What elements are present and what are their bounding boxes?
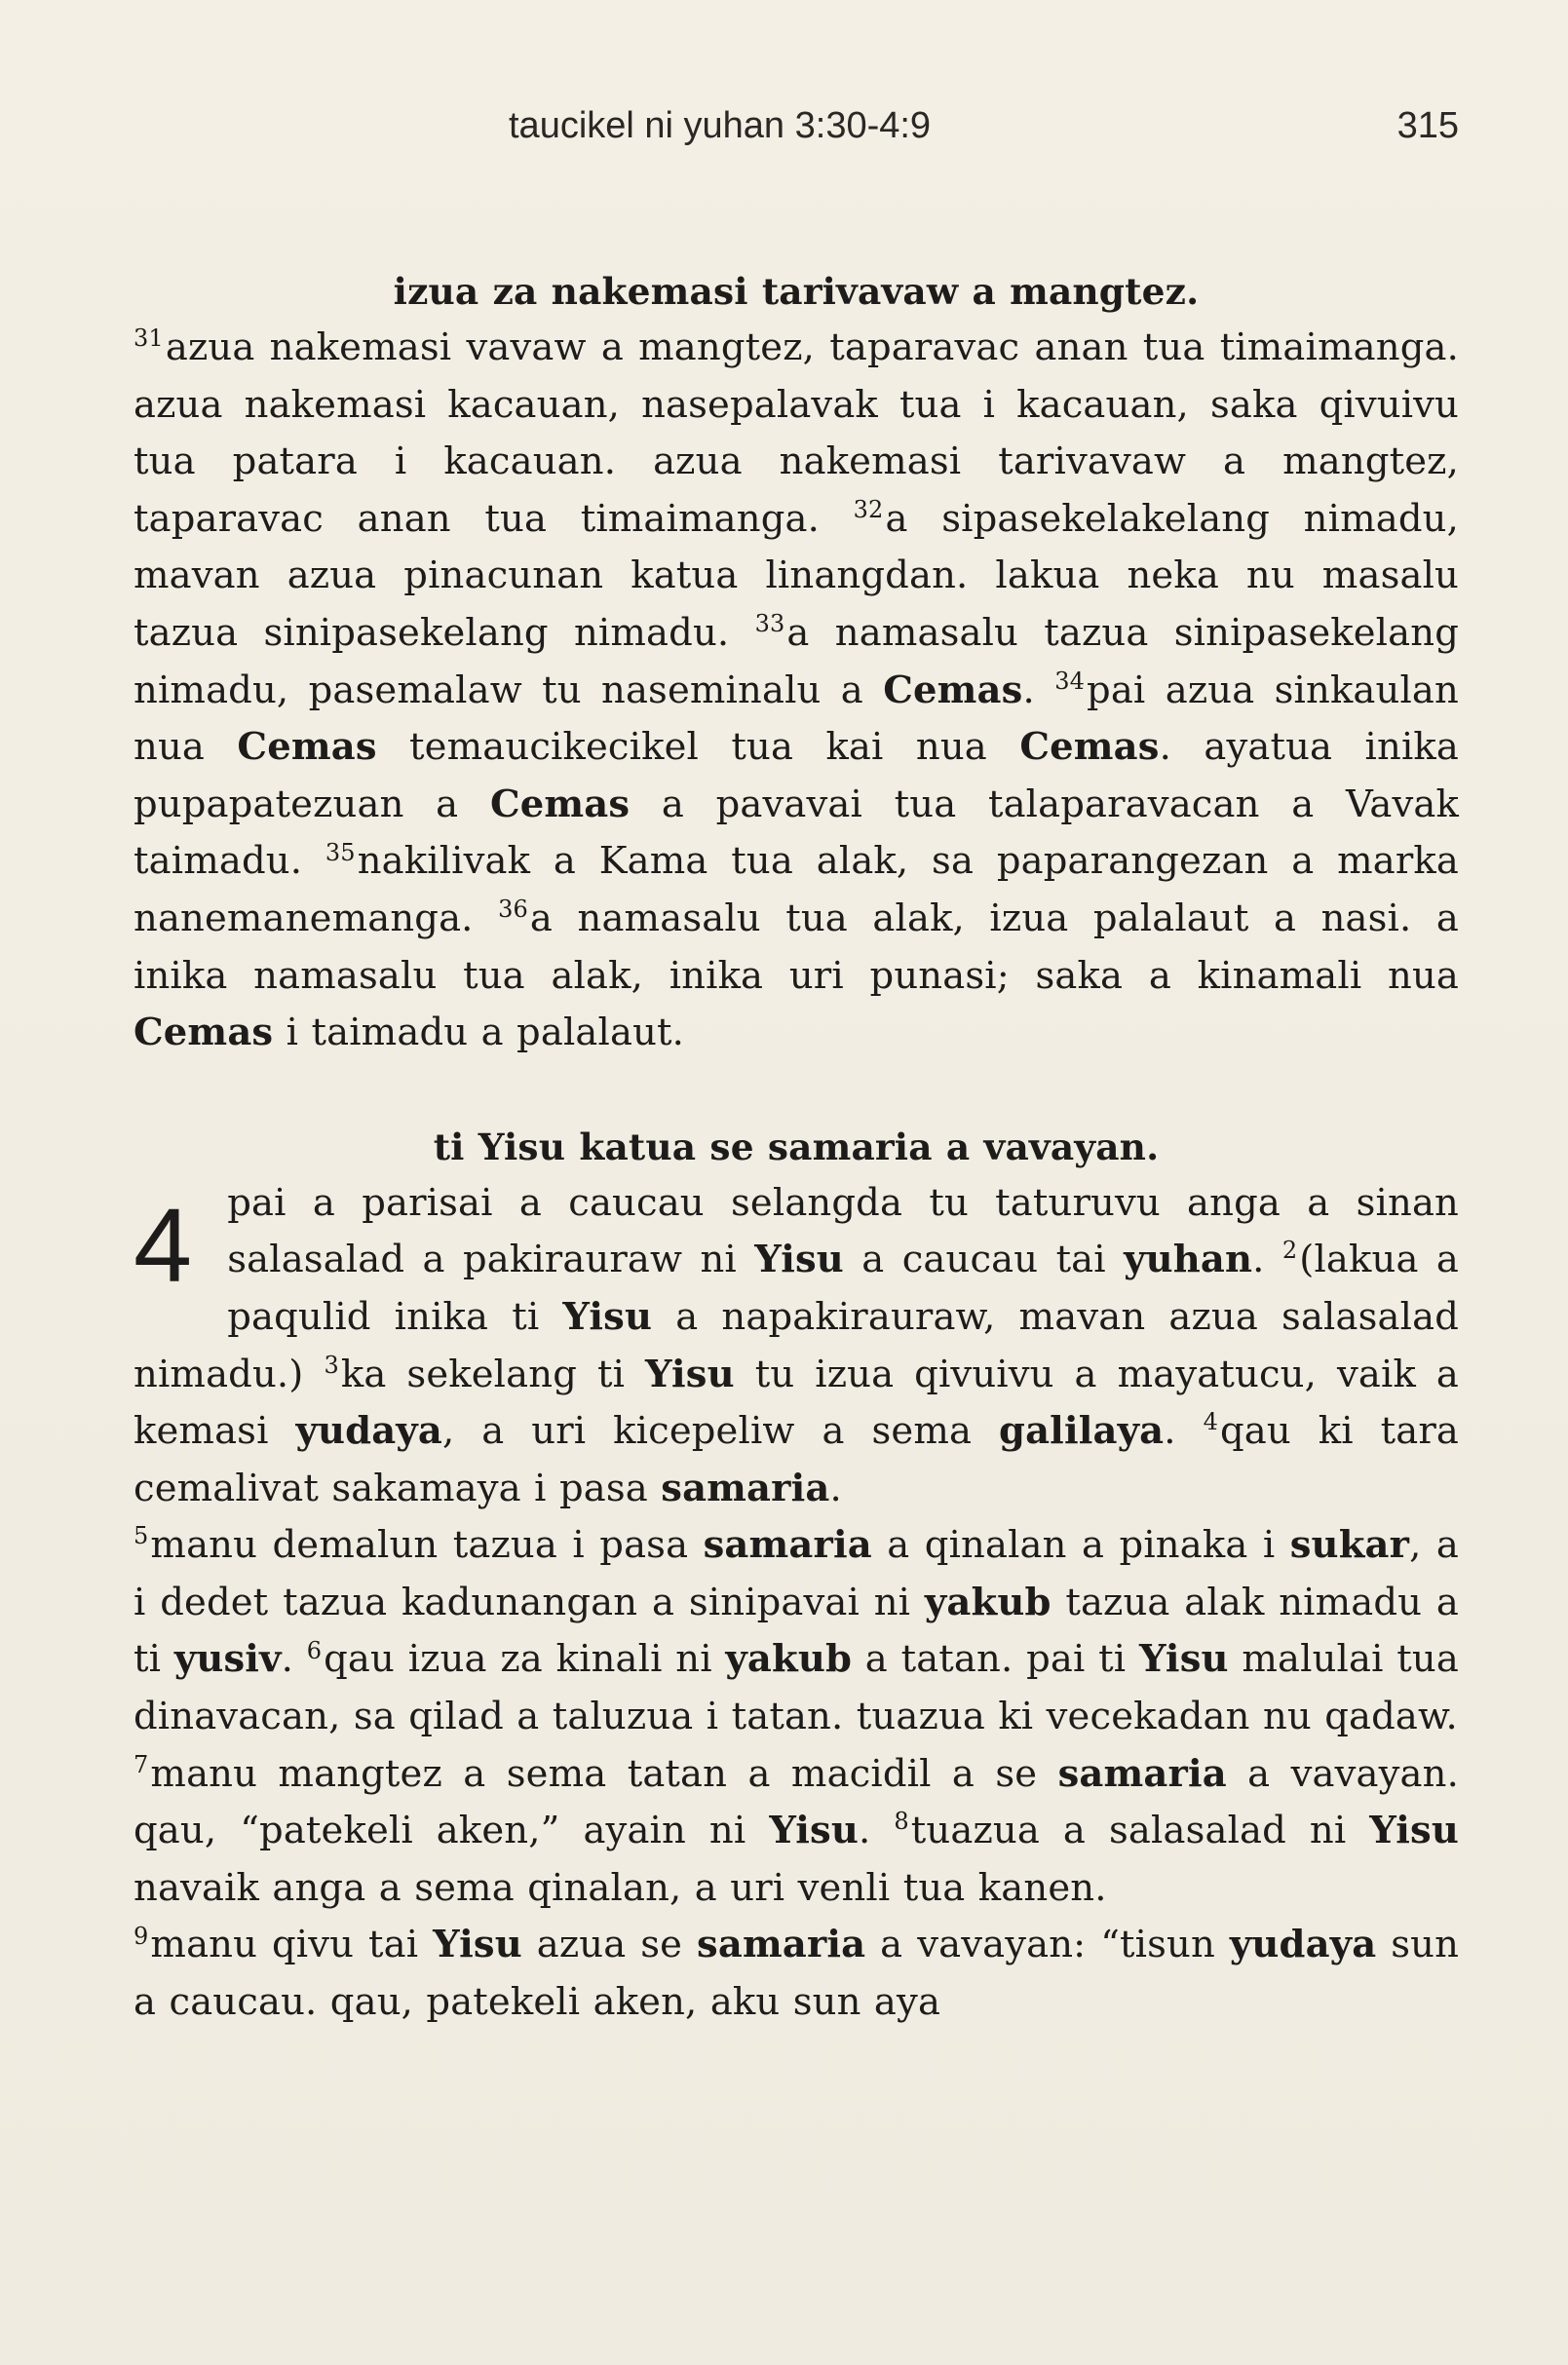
text-run: a namasalu tazua sinipasekelang nimadu, pasemalaw tu naseminalu a (134, 610, 1459, 712)
section-heading-2: ti Yisu katua se samaria a vavayan. (433, 1125, 1160, 1168)
bold-name: yudaya (295, 1409, 442, 1454)
paragraph (134, 320, 1459, 1062)
verse-number: 6 (306, 1636, 323, 1664)
verse-number: 32 (853, 495, 884, 523)
bold-name: Yisu (769, 1809, 860, 1853)
bold-name: samaria (703, 1523, 872, 1568)
running-title: taucikel ni yuhan 3:30-4:9 (509, 105, 932, 146)
text-run: a qinalan a pinaka i (871, 1523, 1290, 1568)
bold-name: Cemas (489, 782, 631, 826)
bold-name: Yisu (754, 1238, 844, 1282)
text-run: tazua alak nimadu a ti (134, 1580, 1459, 1682)
text-run: . (829, 1466, 842, 1510)
text-run: a sipasekelakelang nimadu, mavan azua pinacunan katua linangdan. lakua neka nu masalu tazua sinipasekelang nimadu. (134, 496, 1459, 655)
bold-name: Yisu (433, 1923, 522, 1967)
verse-number: 31 (134, 324, 164, 353)
text-run: (lakua a paqulid inika ti (227, 1238, 1459, 1339)
bold-name: yakub (924, 1580, 1052, 1624)
bold-name: yakub (725, 1637, 853, 1682)
chapter-block (134, 1175, 1459, 2032)
paragraph (134, 1175, 1459, 1518)
bold-name: samaria (697, 1923, 866, 1967)
text-run: a namasalu tua alak, izua palalaut a nasi. a inika namasalu tua alak, inika uri punasi; saka a kinamali nua (134, 896, 1459, 998)
text-run: azua nakemasi vavaw a mangtez, taparavac anan tua timaimanga. azua nakemasi kacauan, nasepalavak tua i kacauan, saka qivuivu tua patara i kacauan. azua nakemasi tarivavaw a mangtez, taparavac anan tua timaimanga. (134, 325, 1459, 541)
verse-number: 35 (325, 838, 356, 866)
bold-name: Yisu (562, 1294, 653, 1339)
text-run: pai azua sinkaulan nua (134, 668, 1459, 770)
text-run: , a i dedet tazua kadunangan a sinipavai ni (134, 1523, 1459, 1624)
text-run: . (1022, 668, 1055, 712)
page-body (134, 263, 1459, 2032)
text-run: azua se (521, 1923, 698, 1967)
text-run: tuazua a salasalad ni (910, 1809, 1370, 1853)
text-run: a caucau tai (843, 1238, 1125, 1282)
page-header (509, 105, 1459, 164)
text-run: tu izua qivuivu a mayatucu, vaik a kemasi (134, 1352, 1459, 1454)
verse-number: 5 (134, 1522, 149, 1550)
bold-name: galilaya (999, 1409, 1165, 1454)
text-run: . (1252, 1238, 1282, 1282)
text-run: navaik anga a sema qinalan, a uri venli tua kanen. (134, 1865, 1107, 1910)
text-run: manu qivu tai (150, 1923, 434, 1967)
verse-number: 36 (498, 896, 528, 924)
section-heading-1: izua za nakemasi tarivavaw a mangtez. (393, 270, 1200, 313)
bold-name: Yisu (645, 1352, 735, 1396)
paragraph (134, 1917, 1459, 2031)
text-run: . ayatua inika pupapatezuan a (134, 725, 1459, 826)
bold-name: samaria (1057, 1751, 1227, 1796)
bold-name: samaria (661, 1466, 830, 1510)
verse-number: 3 (324, 1351, 339, 1379)
text-run: i taimadu a palalaut. (273, 1011, 685, 1055)
text-run: qau izua za kinali ni (324, 1637, 726, 1682)
bold-name: Yisu (1369, 1809, 1459, 1853)
paragraph (134, 1517, 1459, 1745)
bold-name: Cemas (134, 1011, 274, 1055)
bold-name: sukar (1289, 1523, 1410, 1568)
text-run: a tatan. pai ti (852, 1637, 1139, 1682)
page-number: 315 (1396, 105, 1459, 146)
text-run: a pavavai tua talaparavacan a Vavak taimadu. (134, 782, 1459, 884)
text-run: . (1164, 1409, 1204, 1454)
bold-name: yudaya (1229, 1923, 1377, 1967)
text-run: a napakirauraw, mavan azua salasalad nimadu.) (134, 1294, 1459, 1396)
bold-name: yusiv (173, 1637, 282, 1682)
bold-name: yuhan (1124, 1238, 1253, 1282)
text-run: . (281, 1637, 307, 1682)
verse-number: 33 (754, 610, 785, 638)
text-run: , a uri kicepeliw a sema (441, 1409, 1000, 1454)
paragraph (134, 1746, 1459, 1918)
bold-name: Yisu (1138, 1637, 1229, 1682)
verse-number: 2 (1281, 1237, 1298, 1265)
verse-number: 34 (1054, 667, 1086, 695)
text-run: manu mangtez a sema tatan a macidil a se (150, 1751, 1058, 1796)
text-run: sun a caucau. qau, patekeli aken, aku sun aya (134, 1923, 1460, 2025)
bold-name: Cemas (883, 668, 1023, 712)
text-run: malulai tua dinavacan, sa qilad a taluzua i tatan. tuazua ki vecekadan nu qadaw. (134, 1637, 1459, 1739)
verse-number: 9 (134, 1922, 149, 1950)
verse-number: 8 (894, 1808, 909, 1836)
bold-name: Cemas (1019, 725, 1160, 770)
chapter-paragraphs (134, 1175, 1459, 2032)
text-run: a vavayan: “tisun (865, 1923, 1230, 1967)
verse-number: 4 (1203, 1408, 1218, 1436)
text-run: manu demalun tazua i pasa (150, 1523, 704, 1568)
text-run: a vavayan. qau, “patekeli aken,” ayain ni (134, 1751, 1459, 1853)
text-run: ka sekelang ti (340, 1352, 646, 1396)
bold-name: Cemas (237, 725, 377, 770)
chapter-number: 4 (134, 1185, 193, 1304)
text-run: . (859, 1809, 895, 1853)
text-run: temaucikecikel tua kai nua (376, 725, 1020, 770)
verse-number: 7 (134, 1750, 149, 1778)
text-run: nakilivak a Kama tua alak, sa paparangezan a marka nanemanemanga. (134, 839, 1460, 940)
text-run: pai a parisai a caucau selangda tu taturuvu anga a sinan salasalad a pakirauraw ni (227, 1180, 1459, 1282)
text-run: qau ki tara cemalivat sakamaya i pasa (134, 1409, 1460, 1510)
